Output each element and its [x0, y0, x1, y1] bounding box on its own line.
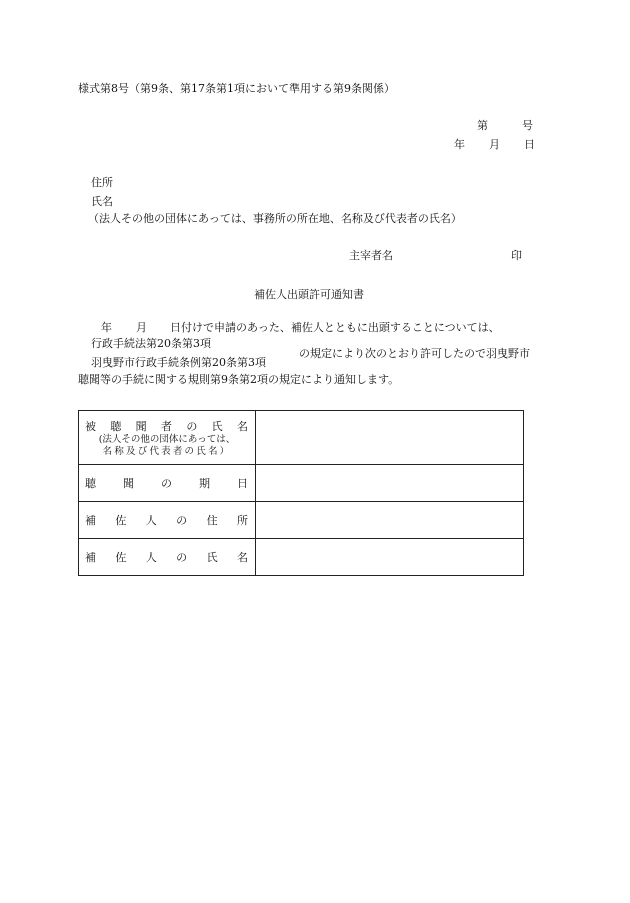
row-label-assistant-name: 補 佐 人 の 氏 名 [79, 539, 256, 576]
form-number: 様式第8号（第9条、第17条第1項において準用する第9条関係） [78, 82, 395, 95]
body-year: 年 [101, 321, 112, 334]
body-month: 月 [136, 321, 147, 334]
seal-mark: 印 [511, 249, 522, 262]
hearing-date-value[interactable] [256, 465, 524, 502]
body-line-1 [101, 321, 500, 335]
doc-no-suffix: 号 [522, 119, 533, 132]
body-line-2-text: の規定により次のとおり許可したので羽曳野市 [299, 347, 530, 360]
notice-table [78, 410, 524, 576]
row-label-hearing-date: 聴 聞 の 期 日 [79, 465, 256, 502]
table-row [79, 465, 524, 502]
respondent-value[interactable] [256, 411, 524, 465]
assistant-address-value[interactable] [256, 502, 524, 539]
document-title: 補佐人出頭許可通知書 [254, 288, 364, 301]
row-label-assistant-address: 補 佐 人 の 住 所 [79, 502, 256, 539]
corporate-note: （法人その他の団体にあっては、事務所の所在地、名称及び代表者の氏名） [88, 212, 462, 225]
law-option-2: 羽曳野市行政手続条例第20条第3項 [91, 356, 266, 369]
body-line-3: 聴聞等の手続に関する規則第9条第2項の規定により通知します。 [78, 373, 400, 386]
table-row [79, 411, 524, 465]
doc-no-prefix: 第 [477, 119, 488, 132]
assistant-name-value[interactable] [256, 539, 524, 576]
presiding-officer-label: 主宰者名 [349, 249, 393, 262]
table-row [79, 539, 524, 576]
respondent-note-line-1: (法人その他の団体にあっては、 [98, 433, 236, 445]
respondent-note-line-2: 名称及び代表者の氏名） [102, 445, 232, 457]
date-day: 日 [524, 138, 535, 151]
table-row [79, 502, 524, 539]
issue-date [454, 138, 535, 152]
respondent-label: 被 聴 聞 者 の 氏 名 [85, 419, 248, 433]
document-number [477, 119, 533, 133]
address-label: 住所 [91, 176, 113, 189]
date-month: 月 [489, 138, 500, 151]
date-year: 年 [454, 138, 465, 151]
law-option-1: 行政手続法第20条第3項 [91, 337, 211, 350]
name-label: 氏名 [91, 195, 113, 208]
row-label-respondent [79, 411, 256, 465]
body-line-1-text: 日付けで申請のあった、補佐人とともに出頭することについては、 [170, 321, 500, 334]
